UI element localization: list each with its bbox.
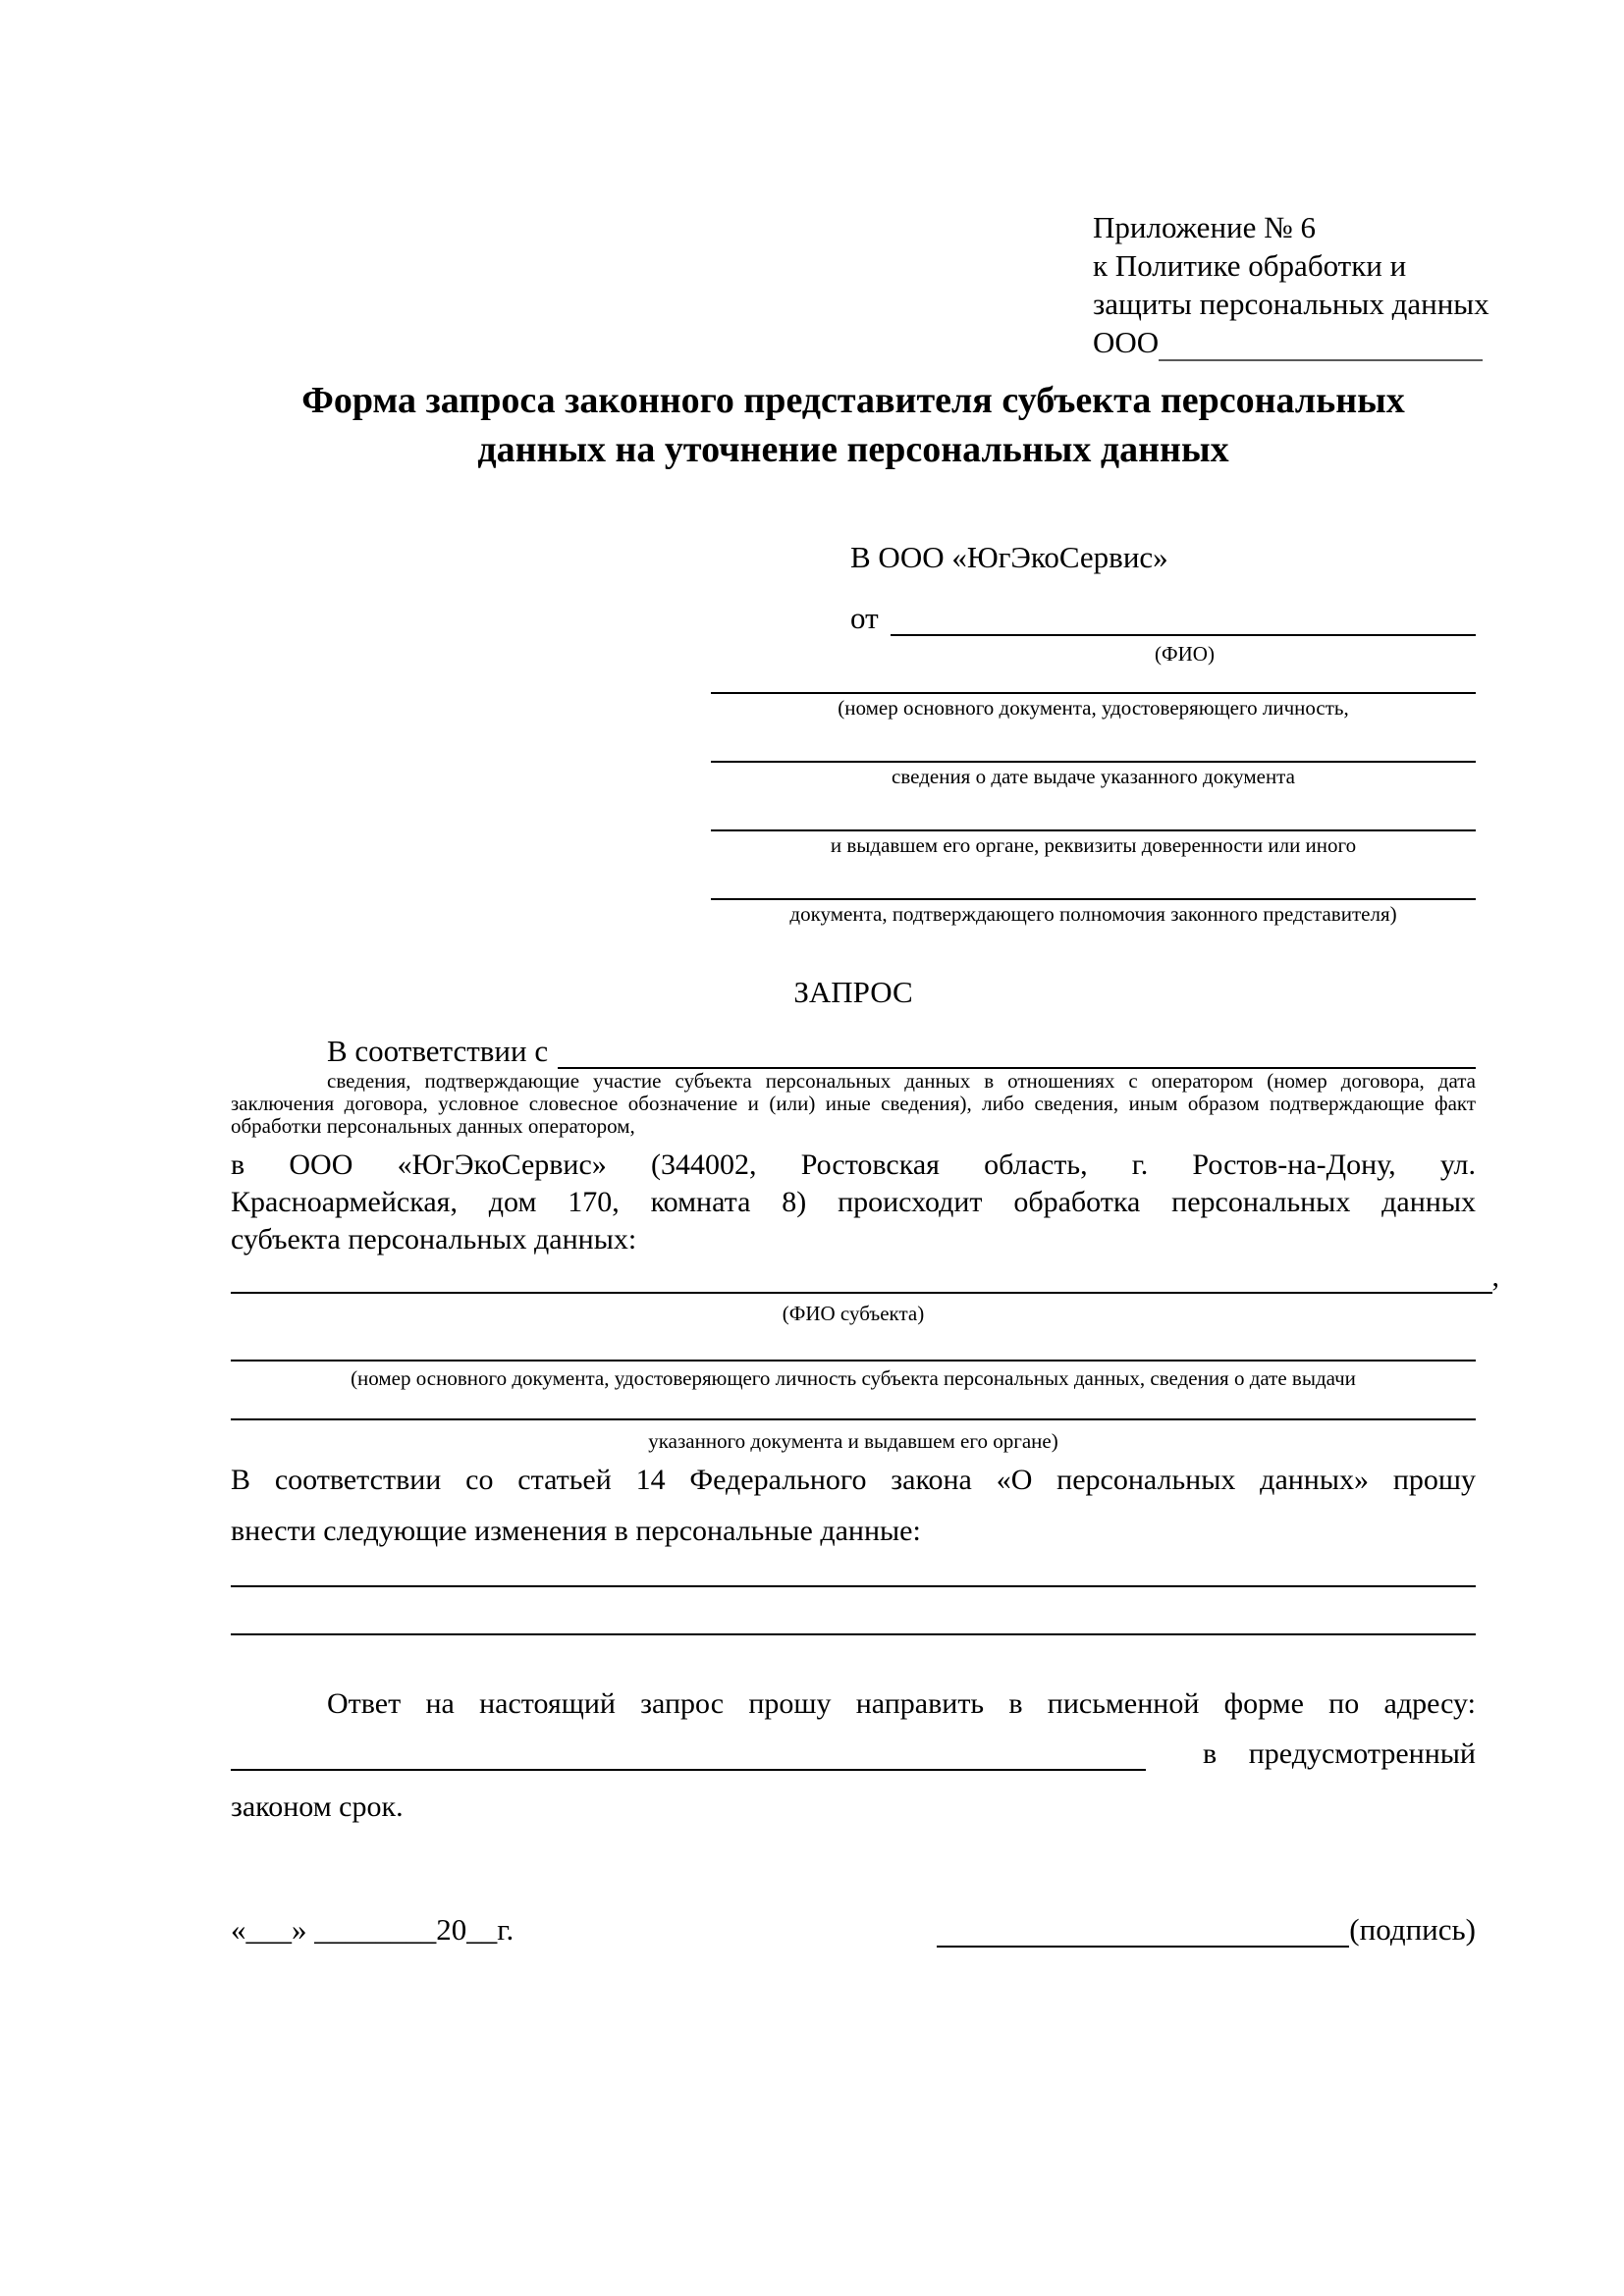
- subject-doc-blank-line: [231, 1405, 1476, 1420]
- header-note-ooo-line: [1093, 323, 1515, 361]
- reply-lead-line: Ответ на настоящий запрос прошу направить в письменной форме по адресу:: [327, 1687, 1476, 1720]
- changes-blank-line: [231, 1620, 1476, 1635]
- date-line: «___» ________20__г.: [231, 1912, 514, 1947]
- header-note-line: к Политике обработки и: [1093, 248, 1407, 283]
- subject-doc-blank-line: [231, 1346, 1476, 1362]
- blank-caption: (номер основного документа, удостоверяющего личность,: [838, 696, 1349, 720]
- accordance-blank-line: [558, 1034, 1476, 1069]
- captioned-blank-unit: [711, 882, 1476, 926]
- blank-caption: сведения о дате выдаче указанного документа: [892, 765, 1295, 788]
- captioned-blank-unit: [711, 745, 1476, 788]
- page-title: [231, 376, 1476, 474]
- captioned-blank-unit: [711, 676, 1476, 720]
- subject-doc-caption: (номер основного документа, удостоверяющего личность субъекта персональных данных, сведения о дате выдачи: [351, 1366, 1356, 1390]
- subject-fio-blank-line: [231, 1262, 1492, 1294]
- reply-word-term: предусмотренный: [1248, 1737, 1476, 1770]
- blank-line: [711, 745, 1476, 763]
- from-blank-line: [891, 601, 1476, 636]
- reply-word-in: в: [1203, 1737, 1218, 1770]
- fio-caption: (ФИО): [1155, 642, 1215, 666]
- operator-paragraph-line: Красноармейская, дом 170, комната 8) происходит обработка персональных данных: [231, 1186, 1476, 1218]
- blank-caption: и выдавшем его органе, реквизиты доверенности или иного: [830, 833, 1357, 857]
- accordance-caption-line: обработки персональных данных оператором,: [231, 1114, 635, 1138]
- subject-doc-caption: указанного документа и выдавшем его органе): [648, 1429, 1058, 1453]
- law-paragraph: [231, 1455, 1476, 1557]
- request-heading: ЗАПРОС: [793, 975, 913, 1009]
- law-paragraph-line: внести следующие изменения в персональные данные:: [231, 1515, 921, 1547]
- trailing-comma: ,: [1491, 1260, 1499, 1293]
- from-row: [850, 601, 1476, 636]
- captioned-blank-unit: [711, 814, 1476, 857]
- accordance-row: [231, 1034, 1476, 1069]
- header-note: [1093, 208, 1515, 361]
- page-title-line: данных на уточнение персональных данных: [477, 429, 1229, 470]
- header-note-line: защиты персональных данных: [1093, 287, 1489, 321]
- header-note-line: Приложение № 6: [1093, 210, 1316, 244]
- operator-paragraph: [231, 1147, 1476, 1258]
- signature-blank-line: [937, 1916, 1349, 1948]
- accordance-caption: [231, 1070, 1476, 1138]
- operator-paragraph-line: субъекта персональных данных:: [231, 1223, 637, 1255]
- captioned-blanks: [711, 676, 1476, 951]
- reply-address-row: [231, 1735, 1476, 1771]
- from-label: от: [850, 601, 879, 635]
- address-blank-line: [231, 1735, 1146, 1771]
- law-paragraph-line: В соответствии со статьей 14 Федерального закона «О персональных данных» прошу: [231, 1464, 1476, 1496]
- changes-blank-line: [231, 1572, 1476, 1587]
- subject-fio-row: [231, 1260, 1499, 1294]
- accordance-caption-line: сведения, подтверждающие участие субъекта персональных данных в отношениях с оператором (номер договора, дата: [327, 1069, 1476, 1093]
- signature-group: [937, 1912, 1476, 1948]
- accordance-caption-line: заключения договора, условное словесное обозначение и (или) иные сведения), либо сведения, иным образом подтверждающие факт: [231, 1092, 1476, 1115]
- blank-line: [711, 814, 1476, 831]
- signature-caption: (подпись): [1349, 1912, 1476, 1947]
- addressee-block: [850, 538, 1476, 667]
- accordance-lead: В соответствии с: [327, 1034, 549, 1068]
- reply-tail: законом срок.: [231, 1790, 404, 1823]
- addressee-to: В ООО «ЮгЭкоСервис»: [850, 540, 1168, 574]
- blank-line: [711, 676, 1476, 694]
- subject-fio-caption: (ФИО субъекта): [782, 1302, 925, 1325]
- ooo-label: ООО: [1093, 325, 1160, 359]
- blank-line: [711, 882, 1476, 900]
- blank-caption: документа, подтверждающего полномочия законного представителя): [789, 902, 1397, 926]
- footer: [231, 1912, 1476, 1948]
- page-title-line: Форма запроса законного представителя субъекта персональных: [301, 380, 1405, 421]
- operator-paragraph-line: в ООО «ЮгЭкоСервис» (344002, Ростовская область, г. Ростов-на-Дону, ул.: [231, 1148, 1476, 1181]
- ooo-blank-line: [1159, 330, 1483, 361]
